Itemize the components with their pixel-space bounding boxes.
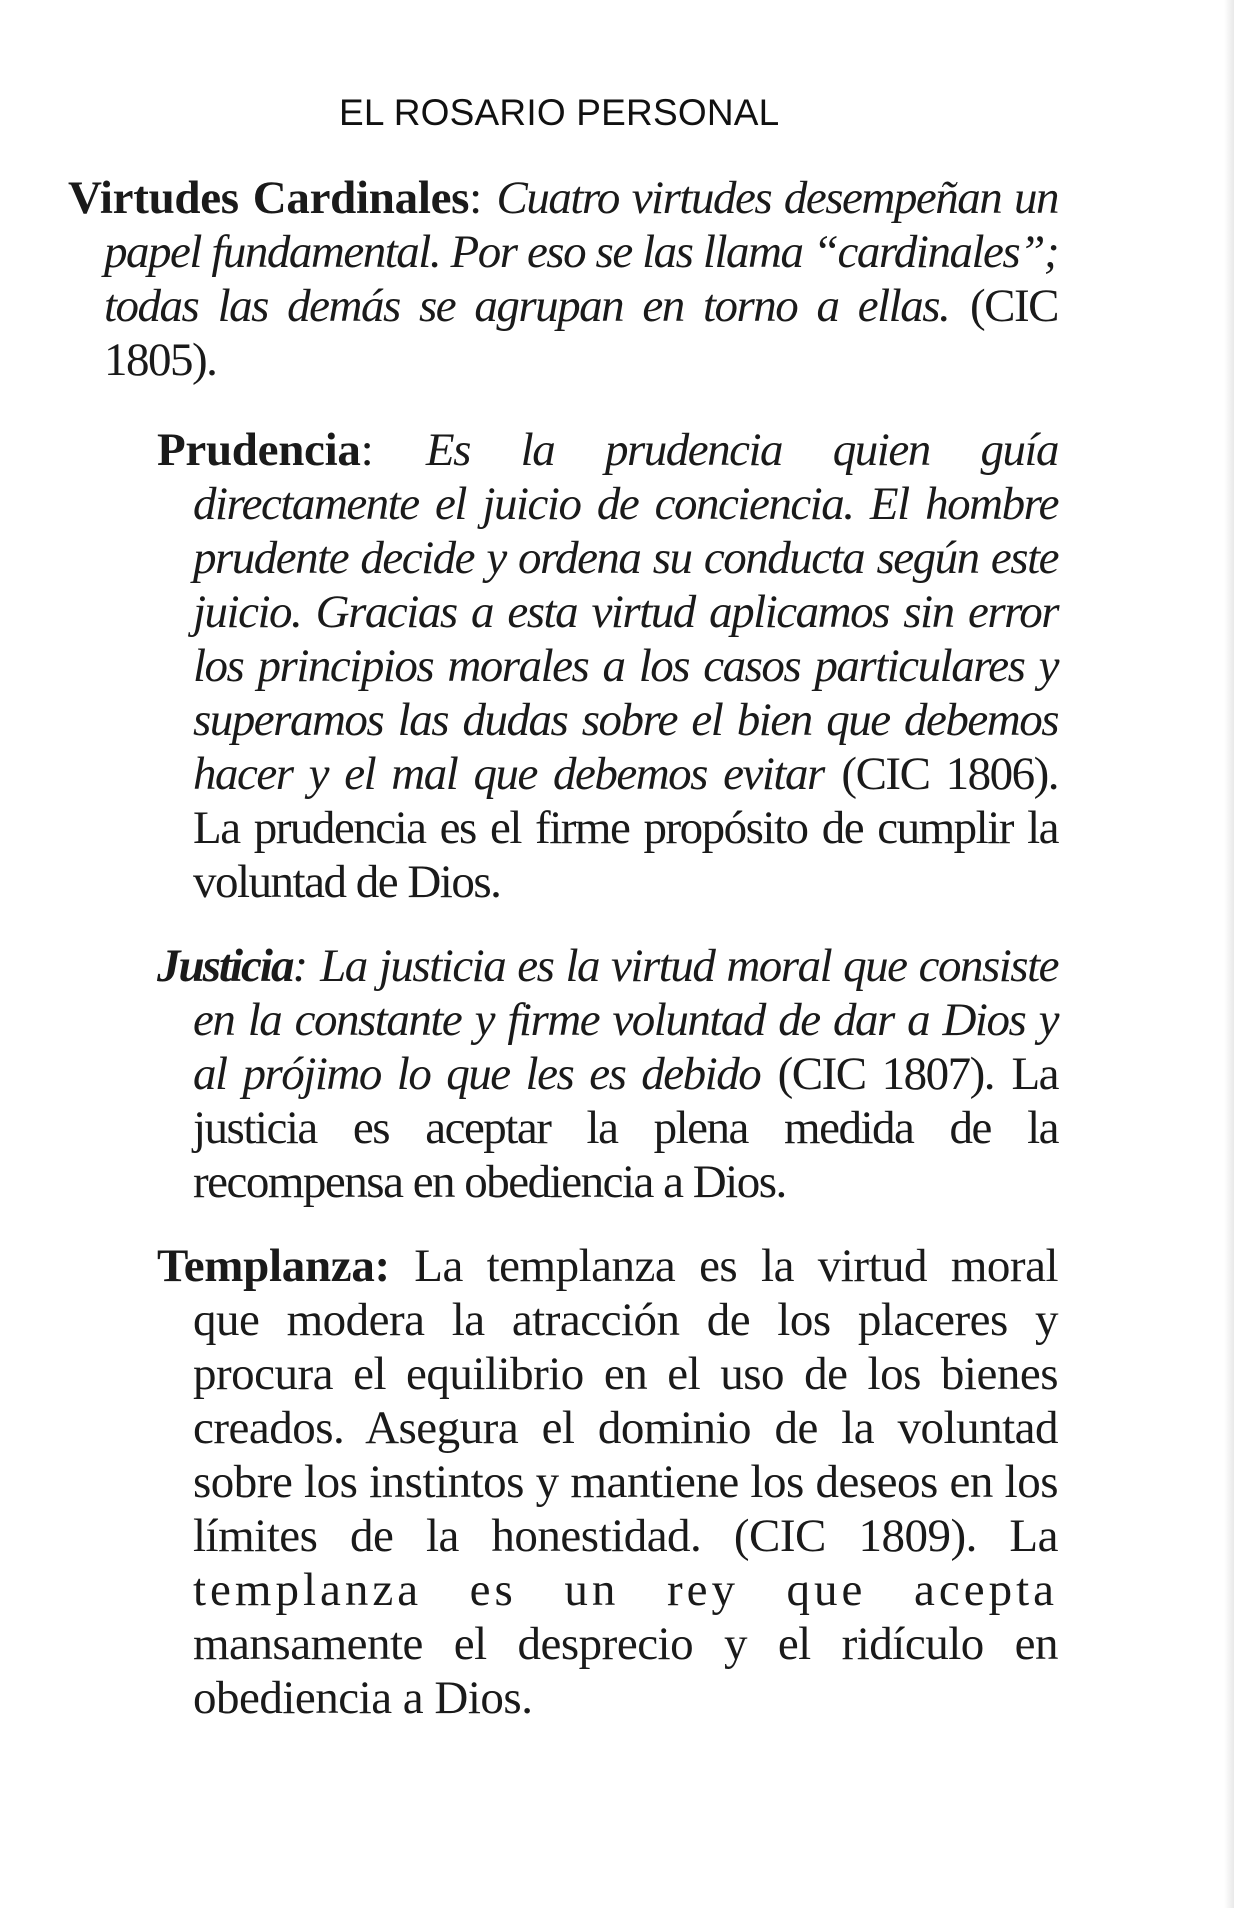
entry-text-spaced: templanza es un rey que acepta (193, 1564, 1058, 1616)
entry-justicia (157, 939, 1058, 1209)
entry-definition: Es la prudencia quien guía directamente el juicio de conciencia. El hombre prudente decide y ordena su conducta según este juicio. Gracias a esta virtud aplicamos sin error los principios morales a los casos particulares y superamos las dudas sobre el bien que debemos hacer y el mal que debemos evitar (193, 424, 1058, 800)
entry-term: Justicia (157, 940, 293, 992)
entry-citation: (CIC 1807). (777, 1048, 994, 1100)
entry-term: Templanza: (157, 1240, 390, 1292)
entry-note: La prudencia es el firme propósito de cumplir la voluntad de Dios. (193, 802, 1058, 908)
entry-term: Virtudes Cardinales (68, 172, 470, 224)
entry-separator: : (292, 940, 307, 992)
entry-prudencia (157, 423, 1058, 909)
page-edge-shadow (1224, 0, 1234, 1908)
entry-text: La templanza es la virtud moral que modera la atracción de los placeres y procura el equilibrio en el uso de los bienes creados. Asegura el dominio de la voluntad sobre los instintos y mantiene los deseos en los límites de la honestidad. (CIC 1809). La (193, 1240, 1059, 1562)
entry-note: La justicia es aceptar la plena medida de la recompensa en obediencia a Dios. (193, 1048, 1059, 1208)
entry-definition: Cuatro virtudes desempeñan un papel fundamental. Por eso se las llama “cardinales”; todas las demás se agrupan en torno a ellas. (104, 172, 1058, 332)
entry-separator: : (469, 172, 483, 224)
entry-virtudes-cardinales (68, 171, 1058, 387)
entry-templanza (157, 1239, 1058, 1725)
entry-text-end: mansamente el desprecio y el ridículo en obediencia a Dios. (193, 1618, 1058, 1724)
entry-term: Prudencia (157, 424, 361, 476)
running-header: EL ROSARIO PERSONAL (339, 92, 780, 133)
entry-citation: (CIC 1806). (841, 748, 1058, 800)
entry-separator: : (360, 424, 374, 476)
entry-definition: La justicia es la virtud moral que consiste en la constante y firme voluntad de dar a Dios y al prójimo lo que les es debido (193, 940, 1059, 1100)
entry-citation: (CIC 1805). (104, 280, 1058, 386)
